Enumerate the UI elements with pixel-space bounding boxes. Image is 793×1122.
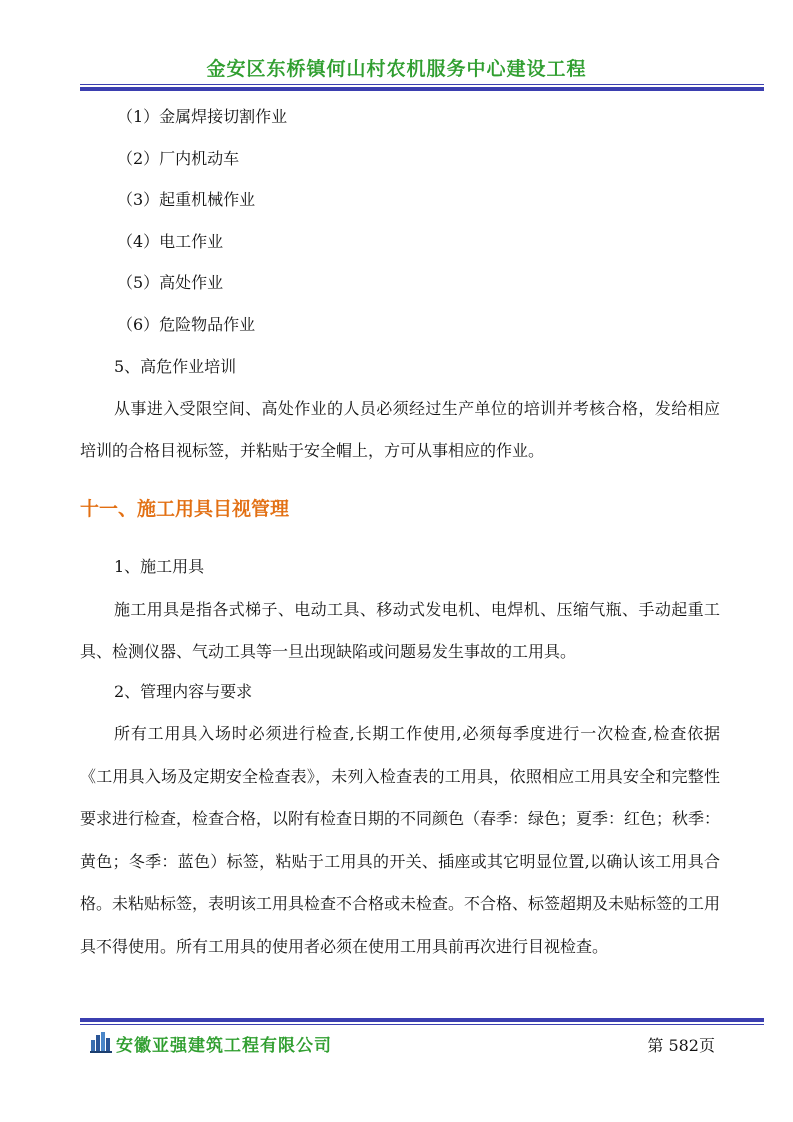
header-rule-thin: [80, 84, 764, 85]
page-header-title: 金安区东桥镇何山村农机服务中心建设工程: [206, 58, 587, 80]
footer-company-name: 安徽亚强建筑工程有限公司: [116, 1036, 332, 1056]
header-rule-thick: [80, 87, 764, 91]
list-item: （2）厂内机动车: [117, 149, 240, 168]
list-item: （3）起重机械作业: [117, 190, 256, 209]
page-number: 第 582页: [647, 1036, 715, 1055]
paragraph: 施工用具是指各式梯子、电动工具、移动式发电机、电焊机、压缩气瓶、手动起重工具、检测仪器、气动工具等一旦出现缺陷或问题易发生事故的工用具。: [80, 600, 720, 661]
subsection-title: 1、施工用具: [114, 557, 205, 576]
paragraph: 从事进入受限空间、高处作业的人员必须经过生产单位的培训并考核合格，发给相应培训的合格目视标签，并粘贴于安全帽上，方可从事相应的作业。: [80, 399, 720, 460]
list-item: （4）电工作业: [117, 232, 224, 251]
footer-rule-thin: [80, 1024, 764, 1025]
subsection-title: 2、管理内容与要求: [114, 682, 253, 701]
paragraph: 所有工用具入场时必须进行检查,长期工作使用,必须每季度进行一次检查,检查依据《工用具入场及定期安全检查表》，未列入检查表的工用具，依照相应工用具安全和完整性要求进行检查，检查合格，以附有检查日期的不同颜色（春季：绿色；夏季：红色；秋季：黄色；冬季：蓝色）标签，粘贴于工用具的开关、插座或其它明显位置,以确认该工用具合格。未粘贴标签，表明该工用具检查不合格或未检查。不合格、标签超期及未贴标签的工用具不得使用。所有工用具的使用者必须在使用工用具前再次进行目视检查。: [80, 724, 721, 956]
list-item: （1）金属焊接切割作业: [117, 107, 288, 126]
list-item: （6）危险物品作业: [117, 315, 256, 334]
subsection-title: 5、高危作业培训: [114, 357, 237, 376]
building-logo-icon: [90, 1031, 112, 1053]
section-heading: 十一、施工用具目视管理: [80, 498, 290, 520]
footer-rule-thick: [80, 1018, 764, 1022]
list-item: （5）高处作业: [117, 273, 224, 292]
